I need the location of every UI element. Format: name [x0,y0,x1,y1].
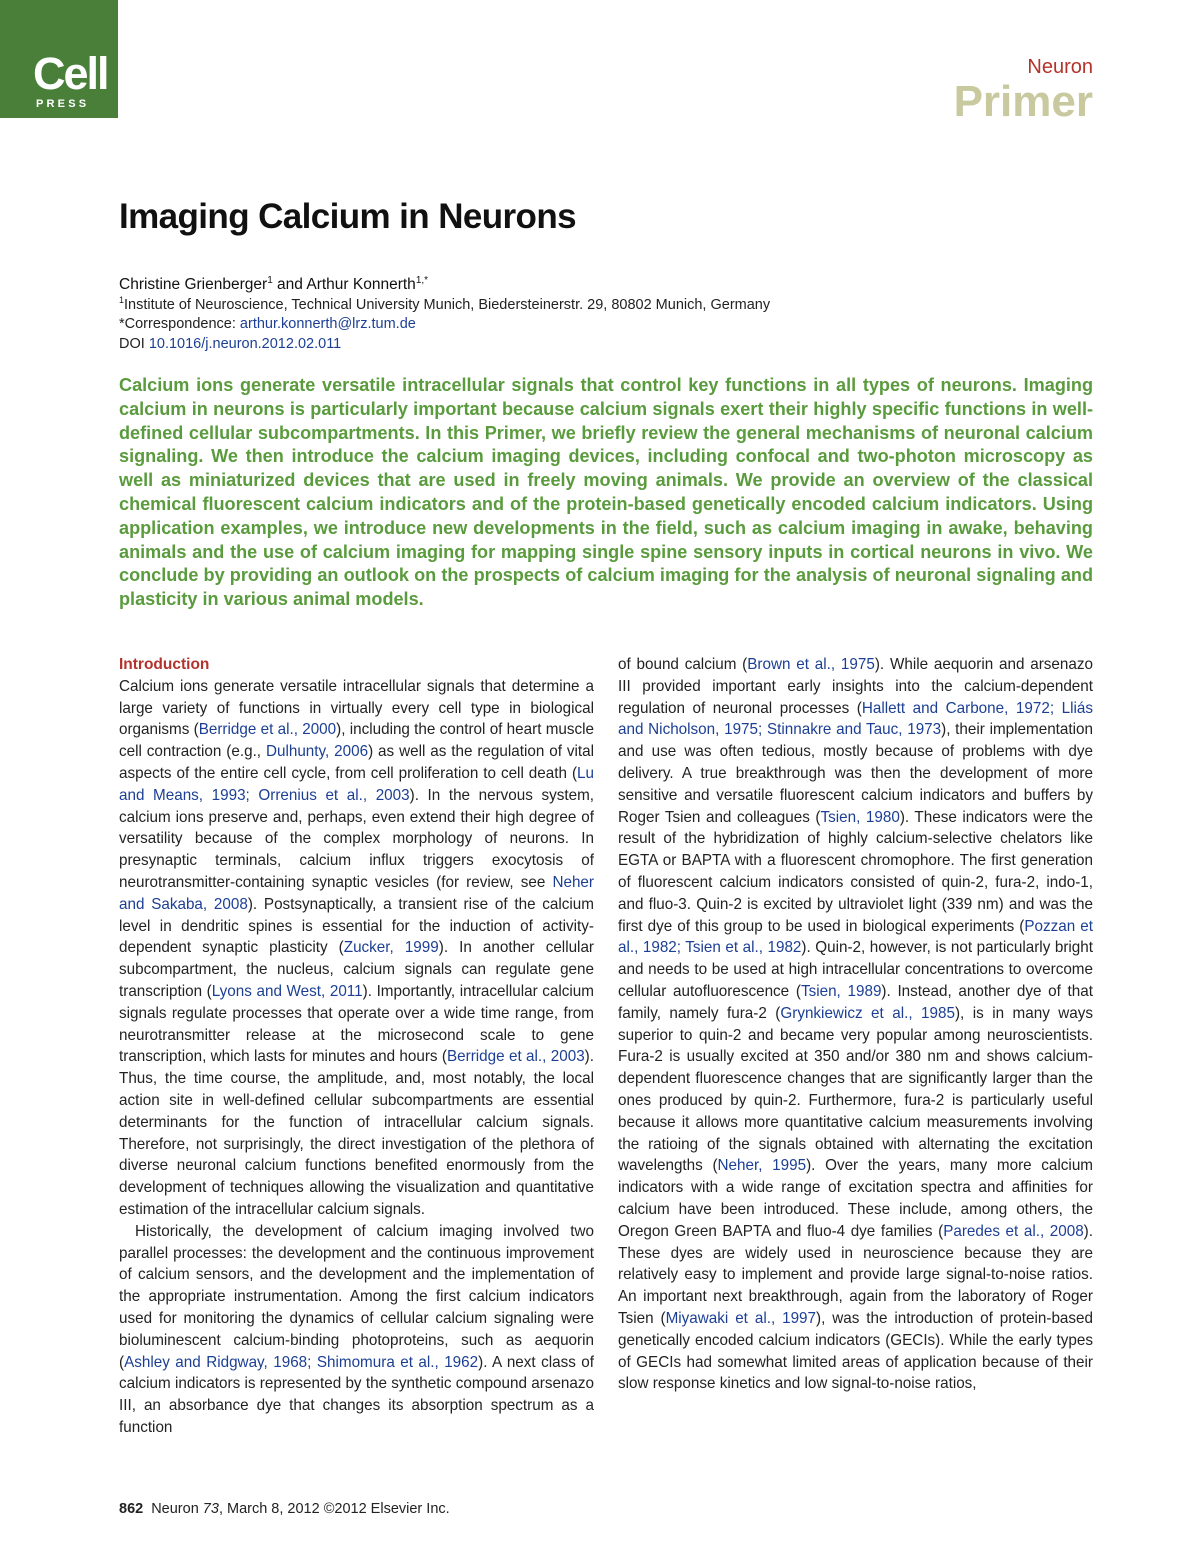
text-run: ), was the introduction of protein-based genetically encoded calcium indicators (GECIs). While the early types of GECIs had somewhat limited areas of application because of their slow response kinetics and low signal-to-noise ratios, [618,1309,1094,1393]
text-run: Historically, the development of calcium imaging involved two parallel processes: the development and the continuous improvement of calcium sensors, and the development and the implementation of the appropriate instrumentation. Among the first calcium indicators used for monitoring the dynamics of cellular calcium signaling were bioluminescent calcium-binding photoproteins, such as aequorin ( [119,1222,594,1371]
citation-link[interactable]: Berridge et al., 2000 [198,721,337,739]
cell-press-logo [0,0,118,118]
author-name: Arthur Konnerth [306,276,416,294]
citation-link[interactable]: Neher and Sakaba, 2008 [119,873,594,913]
doi-link[interactable]: 10.1016/j.neuron.2012.02.011 [148,335,342,352]
journal-header [954,56,1093,125]
paragraph [618,654,1093,1395]
text-run: ). While aequorin and arsenazo III provided important early insights into the calcium-dependent regulation of neuronal processes ( [618,656,1093,717]
page-number: 862 [119,1501,144,1517]
text-run: ). A next class of calcium indicators is represented by the synthetic compound arsenazo III, an absorbance dye that changes its absorption spectrum as a function [119,1353,594,1436]
citation-link[interactable]: Tsien, 1980 [820,808,900,826]
citation-link[interactable]: Neher, 1995 [717,1157,807,1175]
logo-press-text: PRESS [36,98,90,110]
text-run: ). In another cellular subcompartment, the nucleus, calcium signals can regulate gene transcription ( [119,939,595,1000]
text-run: Calcium ions generate versatile intracellular signals that determine a large variety of functions in virtually every cell type in biological organisms ( [119,677,594,739]
citation-link[interactable]: Berridge et al., 2003 [446,1048,585,1066]
article-metadata [119,291,770,354]
doi [119,335,770,355]
citation-link[interactable]: Zucker, 1999 [343,939,439,957]
journal-name: Neuron [1027,56,1093,78]
author-conjunction: and [272,276,307,294]
text-run: ). Thus, the time course, the amplitude, and, most notably, the local action site in well-defined cellular subcompartments are essential determinants for the function of intracellular calcium signals. Therefore, not surprisingly, the direct investigation of the plethora of diverse neuronal calcium functions benefited enormously from the development of techniques allowing the visualization and quantitative estimation of the intracellular calcium signals. [119,1048,594,1218]
footer-journal: Neuron [151,1501,203,1517]
text-run: ). These dyes are widely used in neuroscience because they are relatively easy to implement and provide large signal-to-noise ratios. An important next breakthrough, again from the laboratory of Roger Tsien ( [618,1222,1093,1327]
text-run: ). These indicators were the result of the hybridization of highly calcium-selective chelators like EGTA or BAPTA with a fluorescent chromophore. The first generation of fluorescent calcium indicators consisted of quin-2, fura-2, indo-1, and fluo-3. Quin-2 is excited by ultraviolet light (339 nm) and was the first dye of this group to be used in biological experiments ( [618,808,1093,935]
author-name: Christine Grienberger [119,276,268,294]
text-run: ). Postsynaptically, a transient rise of the calcium level in dendritic spines is essential for the induction of activity-dependent synaptic plasticity ( [119,895,594,957]
body-column-right [618,654,1093,1395]
text-run: ). Over the years, many more calcium indicators with a wide range of excitation spectra and affinities for calcium have been introduced. These include, among others, the Oregon Green BAPTA and fluo-4 dye families ( [618,1157,1094,1240]
citation-link[interactable]: Dulhunty, 2006 [265,743,369,761]
citation-link[interactable]: Paredes et al., 2008 [943,1222,1084,1240]
affiliation-text: Institute of Neuroscience, Technical University Munich, Biedersteinerstr. 29, 80802 Munich, Germany [124,296,771,313]
text-run: ), is in many ways superior to quin-2 and became very popular among neuroscientists. Fura-2 is usually excited at 350 and/or 380 nm and shows calcium-dependent fluorescence changes that are significantly larger than the ones produced by quin-2. Furthermore, fura-2 is particularly useful because it allows more quantitative calcium measurements involving the ratioing of the signals obtained with alternating the excitation wavelengths ( [618,1004,1094,1175]
affiliation-marker: 1 [119,295,125,305]
section-heading: Introduction [119,656,210,673]
text-run: ). Quin-2, however, is not particularly bright and needs to be used at high intracellular concentrations to overcome cellular autofluorescence ( [618,939,1093,1000]
text-run: ), their implementation and use was often tedious, mostly because of problems with dye delivery. A true breakthrough was then the development of more sensitive and versatile fluorescent calcium indicators and buffers by Roger Tsien and colleagues ( [618,721,1093,826]
citation-link[interactable]: Hallett and Carbone, 1972; Lliás and Nicholson, 1975; Stinnakre and Tauc, 1973 [618,699,1093,739]
citation-link[interactable]: Lyons and West, 2011 [211,982,363,1000]
body-column-left [119,654,594,1439]
page-footer [119,1500,450,1518]
correspondence [119,315,770,335]
citation-link[interactable]: Grynkiewicz et al., 1985 [780,1004,955,1022]
text-run: ). Instead, another dye of that family, namely fura-2 ( [618,982,1093,1022]
citation-link[interactable]: Brown et al., 1975 [747,656,875,673]
citation-link[interactable]: Pozzan et al., 1982; Tsien et al., 1982 [618,917,1093,957]
citation-link[interactable]: Ashley and Ridgway, 1968; Shimomura et al., 1962 [124,1353,479,1371]
email-link[interactable]: arthur.konnerth@lrz.tum.de [239,316,416,333]
text-run: ), including the control of heart muscle cell contraction (e.g., [119,721,595,761]
affiliation [119,291,770,315]
citation-link[interactable]: Miyawaki et al., 1997 [665,1309,817,1327]
logo-cell-text: Cell [33,48,108,99]
citation-link[interactable]: Lu and Means, 1993; Orrenius et al., 2003 [119,764,594,804]
text-run: ). Importantly, intracellular calcium signals regulate processes that operate over a wide time range, from neurotransmitter release at the microsecond scale to gene transcription, which lasts for minutes and hours ( [119,982,594,1066]
doi-label: DOI [119,335,149,352]
text-run: of bound calcium ( [618,656,748,673]
paragraph [119,676,594,1221]
footer-date-copyright: , March 8, 2012 ©2012 Elsevier Inc. [218,1501,450,1517]
article-title: Imaging Calcium in Neurons [119,197,576,236]
text-run: ). In the nervous system, calcium ions preserve and, perhaps, even extend their high degree of versatility because of the complex morphology of neurons. In presynaptic terminals, calcium influx triggers exocytosis of neurotransmitter-containing synaptic vesicles (for review, see [119,786,595,891]
footer-volume: 73 [202,1501,219,1517]
abstract: Calcium ions generate versatile intracellular signals that control key functions in all types of neurons. Imaging calcium in neurons is particularly important because calcium signals exert their highly specific functions in well-defined cellular subcompartments. In this Primer, we briefly review the general mechanisms of neuronal calcium signaling. We then introduce the calcium imaging devices, including confocal and two-photon microscopy as well as miniaturized devices that are used in freely moving animals. We provide an overview of the classical chemical fluorescent calcium indicators and of the protein-based genetically encoded calcium indicators. Using application examples, we introduce new developments in the field, such as calcium imaging in awake, behaving animals and the use of calcium imaging for mapping single spine sensory inputs in cortical neurons in vivo. We conclude by providing an outlook on the prospects of calcium imaging for the analysis of neuronal signaling and plasticity in various animal models. [119,375,1093,610]
affiliation-marker: 1,* [415,275,429,286]
citation-link[interactable]: Tsien, 1989 [800,982,882,1000]
affiliation-marker: 1 [267,275,273,286]
paragraph [119,1221,594,1439]
article-type: Primer [953,77,1093,126]
correspondence-label: *Correspondence: [119,316,240,333]
text-run: ) as well as the regulation of vital aspects of the entire cell cycle, from cell proliferation to cell death ( [119,743,594,782]
